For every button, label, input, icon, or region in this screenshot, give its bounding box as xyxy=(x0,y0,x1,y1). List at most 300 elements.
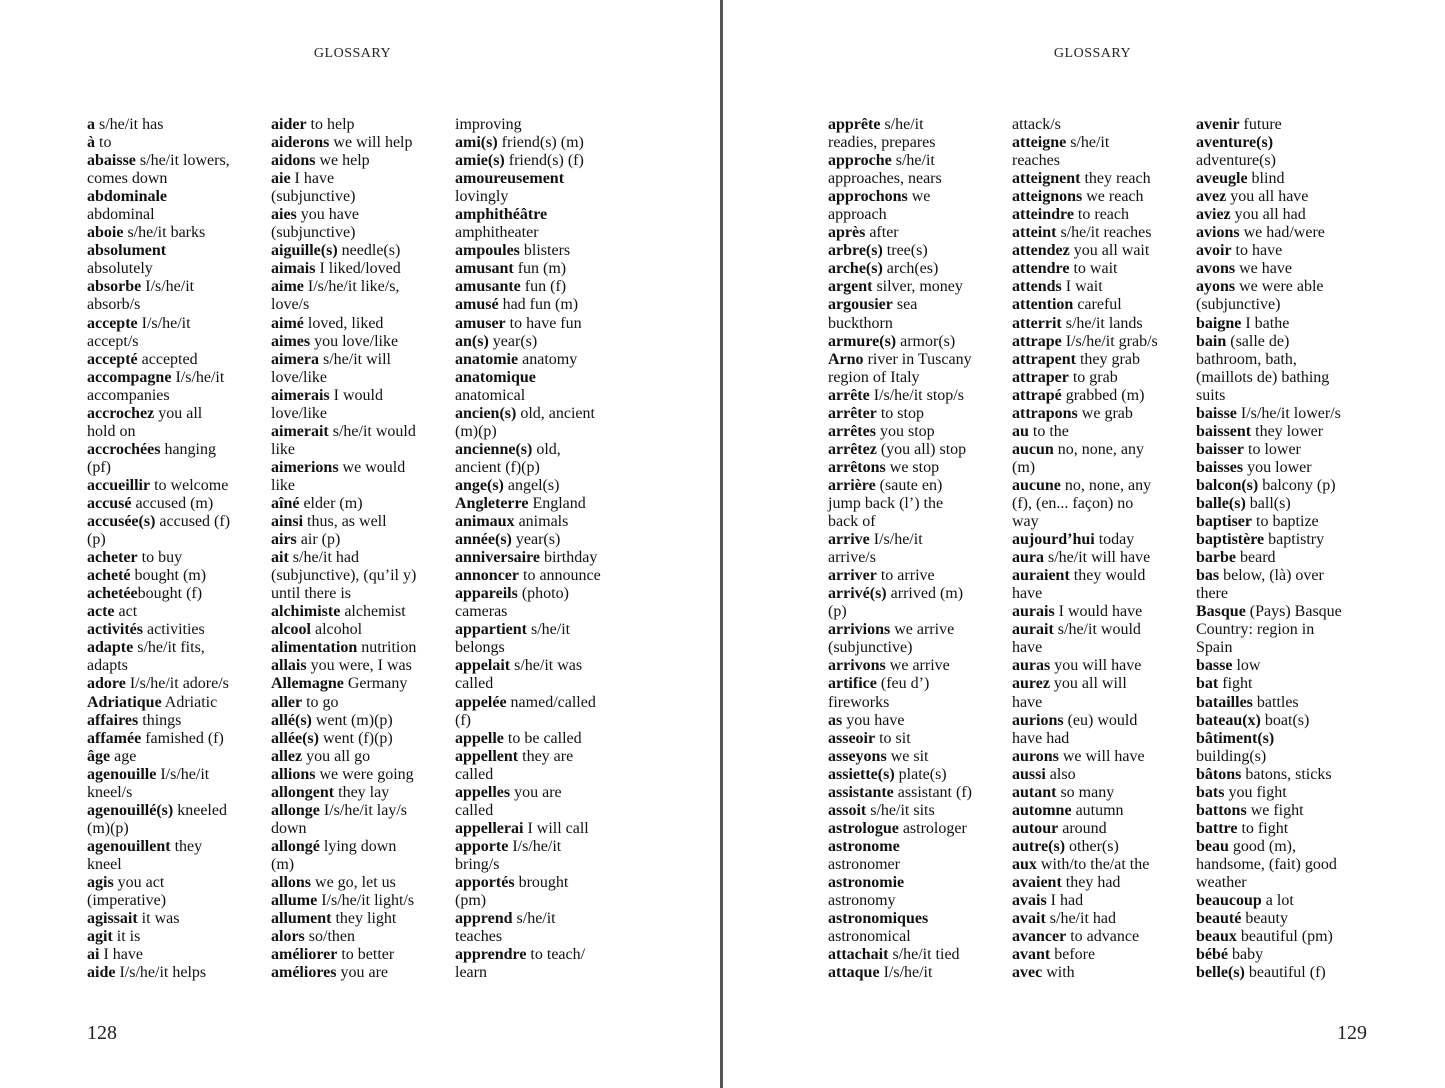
glossary-definition: you all have xyxy=(1226,188,1309,206)
glossary-definition: fireworks xyxy=(828,693,890,711)
glossary-line xyxy=(271,369,453,387)
glossary-definition: to buy xyxy=(137,549,183,567)
glossary-definition: accepted xyxy=(137,350,198,368)
glossary-definition: sea xyxy=(892,296,918,314)
glossary-definition: s/he/it had xyxy=(288,549,359,567)
glossary-definition: readies, prepares xyxy=(828,134,936,152)
glossary-line xyxy=(271,495,453,513)
glossary-line xyxy=(828,513,1010,531)
glossary-term: attrape xyxy=(1012,332,1062,350)
glossary-term: allons xyxy=(271,873,312,891)
glossary-definition: things xyxy=(138,711,182,729)
glossary-definition: you have xyxy=(842,711,905,729)
glossary-definition: Country: region in xyxy=(1196,621,1315,639)
glossary-term: améliorer xyxy=(271,946,338,964)
glossary-term: anniversaire xyxy=(455,549,541,567)
glossary-term: aider xyxy=(271,116,307,133)
glossary-definition: have xyxy=(1012,693,1043,711)
glossary-line xyxy=(87,784,269,802)
glossary-line xyxy=(87,152,269,170)
glossary-definition: s/he/it would xyxy=(328,422,416,440)
glossary-definition: until there is xyxy=(271,585,351,603)
glossary-definition: to the xyxy=(1028,422,1069,440)
glossary-line xyxy=(271,567,453,585)
glossary-line xyxy=(87,260,269,278)
glossary-term: an(s) xyxy=(455,332,489,350)
glossary-definition: s/he/it had xyxy=(1045,910,1116,928)
glossary-definition: we sit xyxy=(886,747,929,765)
glossary-term: amoureusement xyxy=(455,170,565,188)
glossary-term: ampoules xyxy=(455,242,520,260)
glossary-line xyxy=(455,531,637,549)
glossary-term: agissait xyxy=(87,910,138,928)
glossary-definition: ancient (f)(p) xyxy=(455,458,540,476)
glossary-line xyxy=(1196,748,1378,766)
glossary-line xyxy=(271,152,453,170)
glossary-definition: accused (f) xyxy=(155,513,231,531)
glossary-line xyxy=(455,495,637,513)
glossary-definition: old, xyxy=(532,440,561,458)
glossary-definition: air (p) xyxy=(296,531,341,549)
glossary-definition: England xyxy=(528,494,586,512)
glossary-term: aucune xyxy=(1012,476,1061,494)
glossary-definition: amphitheater xyxy=(455,224,539,242)
glossary-line xyxy=(1196,224,1378,242)
glossary-line xyxy=(87,134,269,152)
glossary-line xyxy=(87,296,269,314)
glossary-line xyxy=(828,351,1010,369)
glossary-definition: s/he/it will xyxy=(318,350,391,368)
glossary-line xyxy=(828,784,1010,802)
glossary-line xyxy=(828,621,1010,639)
glossary-term: ai xyxy=(87,946,100,964)
glossary-term: ainsi xyxy=(271,513,304,531)
glossary-line xyxy=(828,134,1010,152)
glossary-term: activités xyxy=(87,621,143,639)
glossary-line xyxy=(87,441,269,459)
glossary-line xyxy=(87,333,269,351)
glossary-line xyxy=(455,549,637,567)
glossary-term: apprête xyxy=(828,116,881,133)
glossary-term: beauté xyxy=(1196,910,1242,928)
glossary-term: aujourd’hui xyxy=(1012,531,1095,549)
glossary-line xyxy=(828,946,1010,964)
glossary-term: atteignent xyxy=(1012,170,1081,188)
glossary-line xyxy=(828,495,1010,513)
glossary-term: aux xyxy=(1012,855,1037,873)
glossary-line xyxy=(1196,657,1378,675)
glossary-definition: arrived (m) xyxy=(886,585,964,603)
glossary-definition: I/s/he/it lay/s xyxy=(319,801,407,819)
glossary-definition: to better xyxy=(337,946,395,964)
glossary-definition: loved, liked xyxy=(303,314,384,332)
glossary-line xyxy=(455,224,637,242)
glossary-line xyxy=(1012,639,1194,657)
glossary-line xyxy=(455,567,637,585)
glossary-definition: I would have xyxy=(1054,603,1143,621)
glossary-definition: angel(s) xyxy=(503,476,560,494)
glossary-line xyxy=(828,712,1010,730)
glossary-term: alimentation xyxy=(271,639,358,657)
glossary-definition: have xyxy=(1012,639,1043,657)
glossary-term: au xyxy=(1012,422,1029,440)
glossary-definition: we will help xyxy=(329,134,413,152)
glossary-line xyxy=(455,333,637,351)
glossary-term: agenouillent xyxy=(87,837,171,855)
glossary-line xyxy=(455,820,637,838)
glossary-line xyxy=(1012,351,1194,369)
glossary-line xyxy=(1012,910,1194,928)
glossary-definition: I have xyxy=(290,170,335,188)
glossary-line xyxy=(1196,784,1378,802)
glossary-line xyxy=(87,946,269,964)
glossary-line xyxy=(271,964,453,982)
glossary-term: accrochées xyxy=(87,440,161,458)
glossary-line xyxy=(1196,116,1378,134)
glossary-term: alchimiste xyxy=(271,603,341,621)
glossary-definition: year(s) xyxy=(511,531,561,549)
glossary-definition: (subjunctive) xyxy=(828,639,913,657)
glossary-definition: they would xyxy=(1069,567,1146,585)
glossary-line xyxy=(271,477,453,495)
glossary-term: appelée xyxy=(455,693,507,711)
glossary-line xyxy=(1196,513,1378,531)
glossary-line xyxy=(455,928,637,946)
glossary-term: avez xyxy=(1196,188,1227,206)
glossary-definition: s/he/it xyxy=(1066,134,1110,152)
glossary-line xyxy=(455,657,637,675)
glossary-definition: weather xyxy=(1196,873,1247,891)
glossary-definition: to go xyxy=(302,693,339,711)
glossary-definition: (feu d’) xyxy=(876,675,930,693)
glossary-term: allonge xyxy=(271,801,320,819)
glossary-line xyxy=(455,730,637,748)
glossary-definition: (subjunctive) xyxy=(271,224,356,242)
glossary-line xyxy=(87,170,269,188)
glossary-definition: we fight xyxy=(1246,801,1304,819)
glossary-line xyxy=(828,477,1010,495)
glossary-definition: s/he/it sits xyxy=(866,801,935,819)
glossary-term: bâtiment(s) xyxy=(1196,729,1275,747)
glossary-term: batailles xyxy=(1196,693,1253,711)
glossary-definition: (f), (en... façon) no xyxy=(1012,494,1134,512)
glossary-definition: (p) xyxy=(828,603,847,621)
glossary-line xyxy=(1012,675,1194,693)
glossary-line xyxy=(271,621,453,639)
glossary-term: amie(s) xyxy=(455,152,505,170)
glossary-line xyxy=(828,730,1010,748)
glossary-term: aimerais xyxy=(271,386,330,404)
glossary-term: apporte xyxy=(455,837,509,855)
glossary-definition: accused (m) xyxy=(131,494,214,512)
glossary-line xyxy=(1012,224,1194,242)
glossary-term: baissent xyxy=(1196,422,1252,440)
glossary-line xyxy=(1196,531,1378,549)
glossary-line xyxy=(455,242,637,260)
glossary-line xyxy=(828,170,1010,188)
glossary-line xyxy=(87,910,269,928)
glossary-term: accusée(s) xyxy=(87,513,156,531)
glossary-line xyxy=(1196,585,1378,603)
glossary-definition: no, none, any xyxy=(1060,476,1152,494)
glossary-term: abdominale xyxy=(87,188,168,206)
glossary-line xyxy=(87,639,269,657)
glossary-term: Angleterre xyxy=(455,494,529,512)
glossary-line xyxy=(87,278,269,296)
glossary-line xyxy=(828,802,1010,820)
glossary-term: apprendre xyxy=(455,946,527,964)
glossary-line xyxy=(87,838,269,856)
glossary-line xyxy=(1012,712,1194,730)
glossary-definition: went (m)(p) xyxy=(311,711,393,729)
glossary-definition: famished (f) xyxy=(141,729,224,747)
glossary-term: attrapent xyxy=(1012,350,1076,368)
glossary-definition: like xyxy=(271,440,295,458)
glossary-line xyxy=(455,621,637,639)
glossary-definition: I/s/he/it xyxy=(171,368,225,386)
glossary-line xyxy=(455,405,637,423)
glossary-definition: they lower xyxy=(1251,422,1324,440)
glossary-term: abaisse xyxy=(87,152,136,170)
glossary-term: baigne xyxy=(1196,314,1242,332)
glossary-line xyxy=(87,748,269,766)
glossary-line xyxy=(1196,351,1378,369)
glossary-line xyxy=(1012,549,1194,567)
glossary-line xyxy=(87,549,269,567)
glossary-definition: there xyxy=(1196,585,1228,603)
glossary-definition: love/like xyxy=(271,368,327,386)
glossary-line xyxy=(1196,928,1378,946)
glossary-definition: absorb/s xyxy=(87,296,141,314)
glossary-definition: s/he/it xyxy=(880,116,924,133)
glossary-term: avaient xyxy=(1012,873,1062,891)
glossary-definition: buckthorn xyxy=(828,314,893,332)
glossary-line xyxy=(271,946,453,964)
glossary-definition: to announce xyxy=(519,567,601,585)
glossary-definition: with xyxy=(1042,964,1075,982)
glossary-definition: so/then xyxy=(304,928,355,946)
glossary-definition: I/s/he/it xyxy=(156,765,210,783)
glossary-line xyxy=(271,856,453,874)
glossary-line xyxy=(271,224,453,242)
glossary-column-3 xyxy=(1196,116,1378,982)
glossary-line xyxy=(828,639,1010,657)
glossary-definition: I liked/loved xyxy=(315,260,401,278)
glossary-definition: adapts xyxy=(87,657,128,675)
glossary-line xyxy=(1012,333,1194,351)
glossary-term: assistante xyxy=(828,783,894,801)
glossary-line xyxy=(87,188,269,206)
glossary-line xyxy=(87,856,269,874)
glossary-term: avoir xyxy=(1196,242,1232,260)
glossary-definition: age xyxy=(110,747,137,765)
glossary-line xyxy=(87,585,269,603)
glossary-definition: you love/like xyxy=(310,332,399,350)
glossary-definition: beautiful (f) xyxy=(1244,964,1326,982)
glossary-definition: lovingly xyxy=(455,188,509,206)
glossary-definition: I/s/he/it lower/s xyxy=(1236,404,1341,422)
glossary-term: ayons xyxy=(1196,278,1236,296)
glossary-line xyxy=(271,405,453,423)
glossary-term: airs xyxy=(271,531,297,549)
glossary-line xyxy=(1012,423,1194,441)
glossary-definition: before xyxy=(1050,946,1096,964)
glossary-term: avait xyxy=(1012,910,1046,928)
glossary-term: bas xyxy=(1196,567,1220,585)
glossary-definition: handsome, (fait) good xyxy=(1196,855,1337,873)
glossary-term: accusé xyxy=(87,494,132,512)
glossary-line xyxy=(87,351,269,369)
glossary-line xyxy=(455,477,637,495)
glossary-definition: (you all) stop xyxy=(876,440,967,458)
glossary-term: approche xyxy=(828,152,892,170)
glossary-line xyxy=(828,838,1010,856)
glossary-line xyxy=(87,928,269,946)
glossary-line xyxy=(1012,946,1194,964)
glossary-term: arrêtez xyxy=(828,440,877,458)
glossary-term: allume xyxy=(271,892,318,910)
glossary-line xyxy=(271,910,453,928)
glossary-term: appareils xyxy=(455,585,518,603)
glossary-definition: (m) xyxy=(1012,458,1036,476)
glossary-definition: you stop xyxy=(875,422,935,440)
glossary-definition: old, ancient xyxy=(516,404,595,422)
glossary-term: attrapons xyxy=(1012,404,1078,422)
glossary-definition: you all xyxy=(154,404,203,422)
glossary-definition: s/he/it lowers, xyxy=(135,152,230,170)
glossary-line xyxy=(1196,188,1378,206)
glossary-term: Arno xyxy=(828,350,864,368)
glossary-definition: alchemist xyxy=(340,603,406,621)
glossary-definition: accept/s xyxy=(87,332,139,350)
glossary-line xyxy=(828,603,1010,621)
glossary-term: allument xyxy=(271,910,332,928)
glossary-line xyxy=(1012,820,1194,838)
glossary-definition: they xyxy=(170,837,203,855)
glossary-line xyxy=(271,730,453,748)
glossary-line xyxy=(87,712,269,730)
glossary-term: avancer xyxy=(1012,928,1067,946)
glossary-line xyxy=(828,296,1010,314)
glossary-definition: (maillots de) bathing xyxy=(1196,368,1330,386)
glossary-term: année(s) xyxy=(455,531,512,549)
glossary-definition: (eu) would xyxy=(1063,711,1138,729)
glossary-definition: to baptize xyxy=(1252,513,1319,531)
glossary-line xyxy=(1196,766,1378,784)
glossary-definition: region of Italy xyxy=(828,368,920,386)
glossary-definition: hold on xyxy=(87,422,136,440)
glossary-definition: I/s/he/it xyxy=(137,314,191,332)
glossary-definition: have xyxy=(1012,585,1043,603)
glossary-definition: reaches xyxy=(1012,152,1060,170)
glossary-term: allée(s) xyxy=(271,729,319,747)
glossary-line xyxy=(87,874,269,892)
glossary-term: accueillir xyxy=(87,476,151,494)
glossary-line xyxy=(455,766,637,784)
glossary-definition: they reach xyxy=(1080,170,1151,188)
glossary-term: achetée xyxy=(87,585,138,603)
glossary-line xyxy=(455,459,637,477)
glossary-definition: I would xyxy=(329,386,383,404)
glossary-term: argent xyxy=(828,278,873,296)
glossary-term: âge xyxy=(87,747,111,765)
glossary-line xyxy=(1196,459,1378,477)
glossary-term: accepte xyxy=(87,314,138,332)
glossary-term: bâtons xyxy=(1196,765,1242,783)
glossary-line xyxy=(271,206,453,224)
glossary-term: amusante xyxy=(455,278,521,296)
glossary-line xyxy=(828,675,1010,693)
glossary-definition: to have xyxy=(1231,242,1283,260)
glossary-definition: I bathe xyxy=(1241,314,1290,332)
glossary-definition: s/he/it was xyxy=(510,657,583,675)
page-header: GLOSSARY xyxy=(1053,46,1132,61)
glossary-definition: absolutely xyxy=(87,260,153,278)
glossary-line xyxy=(1012,567,1194,585)
glossary-definition: s/he/it barks xyxy=(123,224,206,242)
glossary-term: attends xyxy=(1012,278,1062,296)
glossary-line xyxy=(87,820,269,838)
glossary-line xyxy=(1196,712,1378,730)
glossary-line xyxy=(828,657,1010,675)
glossary-term: Allemagne xyxy=(271,675,344,693)
glossary-term: appelait xyxy=(455,657,511,675)
glossary-line xyxy=(1012,585,1194,603)
glossary-definition: friend(s) (m) xyxy=(497,134,584,152)
glossary-definition: you fight xyxy=(1224,783,1287,801)
glossary-line xyxy=(828,766,1010,784)
glossary-column-2 xyxy=(1012,116,1194,982)
glossary-line xyxy=(828,206,1010,224)
glossary-definition: thus, as well xyxy=(303,513,387,531)
glossary-term: accepté xyxy=(87,350,138,368)
glossary-definition: bought (f) xyxy=(137,585,203,603)
glossary-line xyxy=(1012,188,1194,206)
glossary-definition: suits xyxy=(1196,386,1226,404)
glossary-line xyxy=(271,170,453,188)
glossary-definition: have had xyxy=(1012,729,1070,747)
glossary-line xyxy=(455,369,637,387)
glossary-term: attendre xyxy=(1012,260,1070,278)
glossary-line xyxy=(455,423,637,441)
glossary-line xyxy=(1196,567,1378,585)
glossary-term: approchons xyxy=(828,188,908,206)
glossary-term: aventure(s) xyxy=(1196,134,1274,152)
glossary-line xyxy=(271,188,453,206)
glossary-definition: we have xyxy=(1235,260,1292,278)
glossary-line xyxy=(271,351,453,369)
glossary-term: appartient xyxy=(455,621,527,639)
glossary-term: attaque xyxy=(828,964,880,982)
glossary-definition: baby xyxy=(1228,946,1264,964)
glossary-term: appelle xyxy=(455,729,504,747)
glossary-line xyxy=(455,152,637,170)
glossary-line xyxy=(1012,369,1194,387)
glossary-term: apprend xyxy=(455,910,513,928)
glossary-line xyxy=(271,874,453,892)
glossary-definition: we will have xyxy=(1058,747,1145,765)
glossary-term: argousier xyxy=(828,296,893,314)
glossary-term: aurons xyxy=(1012,747,1059,765)
glossary-line xyxy=(1012,441,1194,459)
glossary-line xyxy=(271,675,453,693)
glossary-definition: adventure(s) xyxy=(1196,152,1276,170)
glossary-definition: river in Tuscany xyxy=(863,350,972,368)
glossary-definition: (subjunctive) xyxy=(271,188,356,206)
glossary-line xyxy=(87,495,269,513)
glossary-line xyxy=(271,441,453,459)
glossary-term: apportés xyxy=(455,873,515,891)
